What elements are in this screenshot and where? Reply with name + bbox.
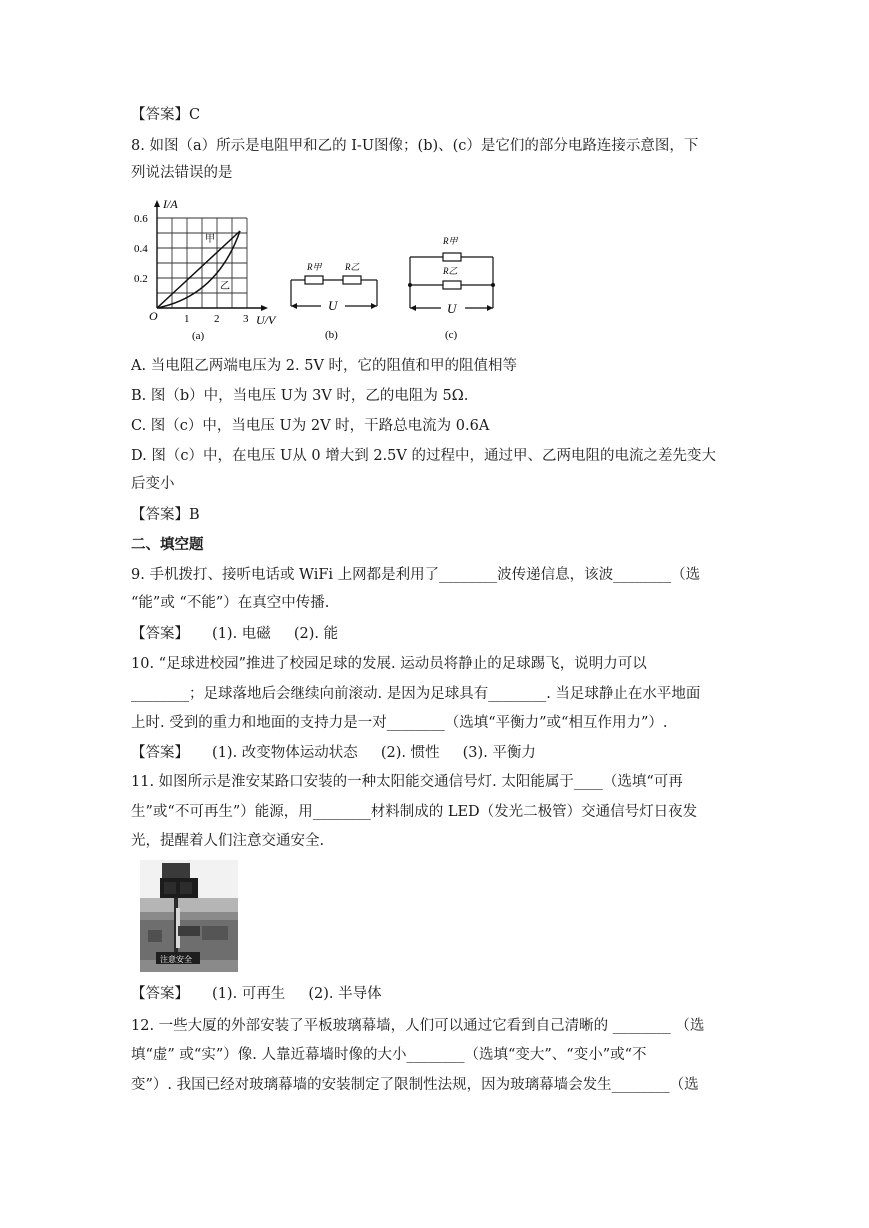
y-tick-0-6: 0.6 [134, 213, 148, 225]
option-d-line-1: D. 图（c）中，在电压 U从 0 增大到 2.5V 的过程中，通过甲、乙两电阻的电流之差先变大 [131, 448, 716, 464]
answer-8: 【答案】B [131, 507, 200, 523]
x-axis-arrow [261, 305, 268, 311]
option-b: B. 图（b）中，当电压 U为 3V 时，乙的电阻为 5Ω. [131, 388, 469, 404]
question-11-line-1: 11. 如图所示是淮安某路口安装的一种太阳能交通信号灯. 太阳能属于____（选填“可再 [131, 774, 683, 790]
u-label-b: U [328, 298, 338, 313]
resistor-yi-b [343, 276, 361, 284]
section-heading-fill-in: 二、填空题 [131, 537, 204, 553]
resistor-jia-b [305, 276, 323, 284]
y-axis-label: I/A [163, 197, 178, 211]
y-tick-0-4: 0.4 [134, 243, 148, 255]
r-yi-label-b: R乙 [345, 262, 360, 272]
r-yi-label-c: R乙 [443, 266, 458, 276]
x-tick-1: 1 [184, 313, 190, 325]
answer-9: 【答案】 (1). 电磁 (2). 能 [131, 626, 339, 642]
warning-sign-text: 注意安全 [160, 955, 192, 964]
curve-jia-label: 甲 [205, 234, 215, 245]
question-10-line-3: 上时. 受到的重力和地面的支持力是一对________（选填“平衡力”或“相互作用力”）. [131, 715, 668, 731]
answer-11: 【答案】 (1). 可再生 (2). 半导体 [131, 986, 382, 1002]
answer-10: 【答案】 (1). 改变物体运动状态 (2). 惯性 (3). 平衡力 [131, 745, 536, 761]
figure-a-caption: (a) [192, 330, 205, 342]
figure-b-series-circuit [285, 250, 385, 345]
figure-c-caption: (c) [445, 329, 458, 341]
r-jia-label-b: R甲 [307, 262, 322, 272]
option-d-line-2: 后变小 [131, 476, 175, 492]
y-axis-arrow [154, 200, 160, 207]
question-11-line-2: 生”或“不可再生”）能源，用________材料制成的 LED（发光二极管）交通信号灯日夜发 [131, 804, 698, 820]
answer-7: 【答案】C [131, 107, 201, 123]
option-a: A. 当电阻乙两端电压为 2. 5V 时，它的阻值和甲的阻值相等 [131, 358, 518, 374]
figure-b-caption: (b) [325, 329, 338, 341]
x-tick-3: 3 [243, 313, 249, 325]
curve-yi-label: 乙 [220, 281, 230, 292]
question-9-line-2: “能”或 “不能”）在真空中传播. [131, 595, 330, 611]
x-axis-label: U/V [256, 313, 276, 327]
figure-c-parallel-circuit [405, 230, 505, 345]
question-12-line-3: 变”）. 我国已经对玻璃幕墙的安装制定了限制性法规，因为玻璃幕墙会发生________（选 [131, 1077, 699, 1093]
question-8-line-2: 列说法错误的是 [131, 165, 233, 181]
resistor-jia-c [443, 253, 461, 261]
question-12-line-2: 填“虚” 或“实”）像. 人靠近幕墙时像的大小________（选填“变大”、“变小”或“不 [131, 1047, 647, 1063]
r-jia-label-c: R甲 [443, 236, 458, 246]
u-label-c: U [447, 301, 457, 316]
curve-jia [157, 231, 240, 308]
question-9-line-1: 9. 手机拨打、接听电话或 WiFi 上网都是利用了________波传递信息，该波________（选 [131, 567, 701, 583]
question-12-line-1: 12. 一些大厦的外部安装了平板玻璃幕墙，人们可以通过它看到自己清晰的 ________ （选 [131, 1018, 705, 1034]
resistor-yi-c [443, 281, 461, 289]
traffic-light-photo [140, 860, 238, 972]
x-tick-2: 2 [214, 313, 220, 325]
question-10-line-1: 10. “足球进校园”推进了校园足球的发展. 运动员将静止的足球踢飞，说明力可以 [131, 656, 647, 672]
option-c: C. 图（c）中，当电压 U为 2V 时，干路总电流为 0.6A [131, 418, 490, 434]
question-10-line-2: ________；足球落地后会继续向前滚动. 是因为足球具有________. 当足球静止在水平地面 [131, 686, 701, 702]
origin-label: O [149, 309, 158, 323]
question-11-line-3: 光，提醒着人们注意交通安全. [131, 833, 325, 849]
figure-a-iu-graph [132, 196, 292, 346]
question-8-line-1: 8. 如图（a）所示是电阻甲和乙的 I-U图像；(b)、(c）是它们的部分电路连接示意图，下 [131, 138, 699, 154]
y-tick-0-2: 0.2 [134, 273, 148, 285]
